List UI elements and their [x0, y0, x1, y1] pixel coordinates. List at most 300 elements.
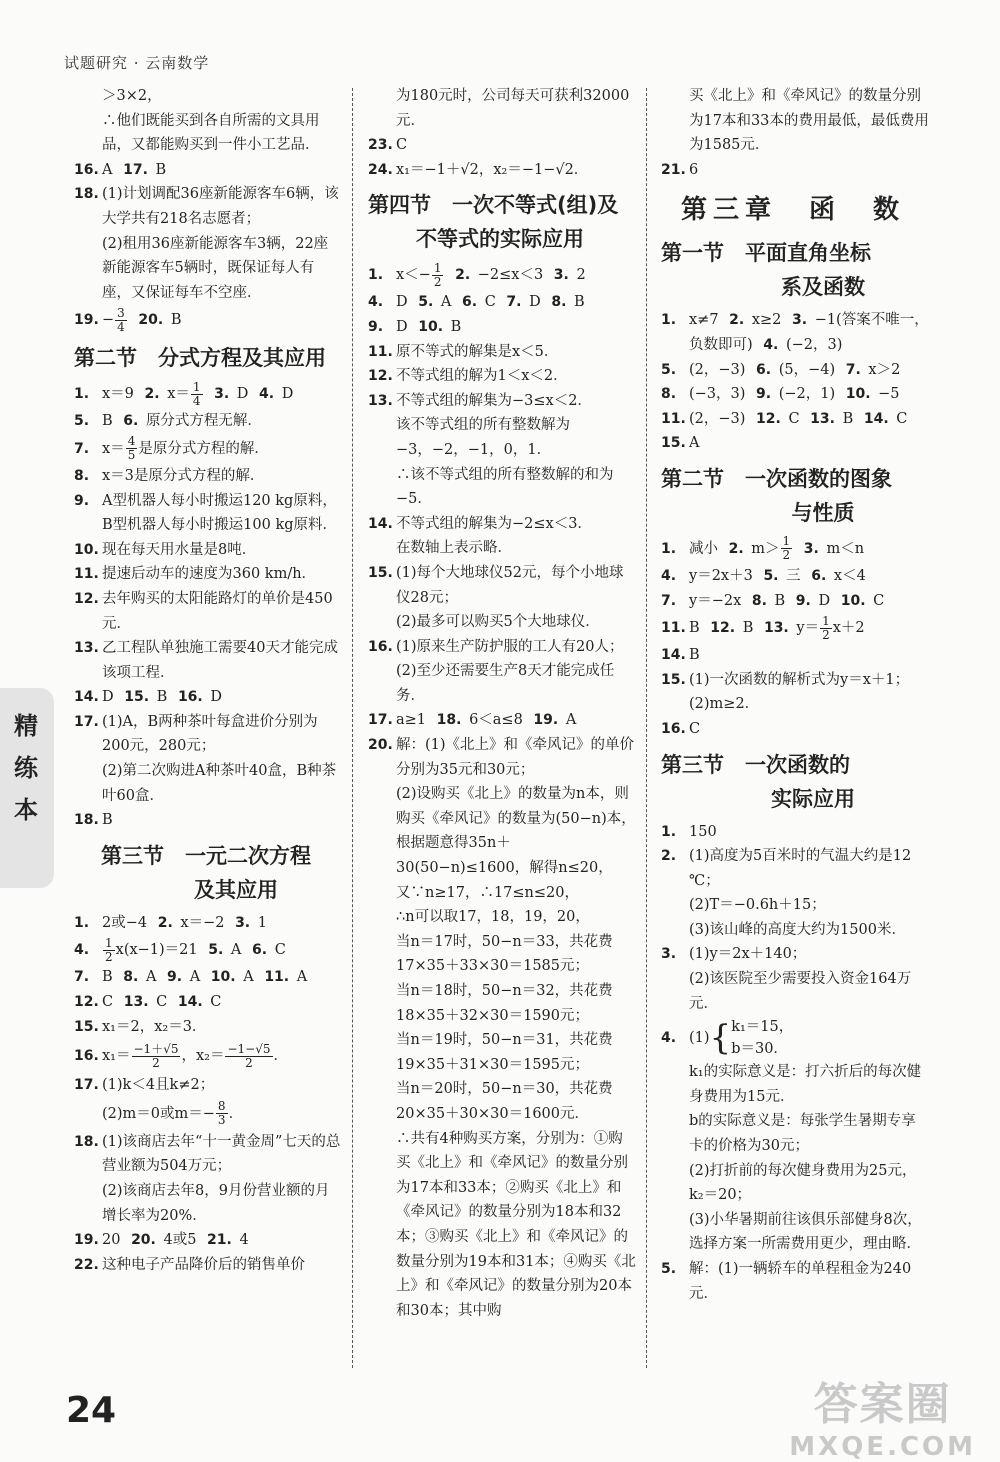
answer-value: ．	[273, 1048, 289, 1065]
question-number: 16.	[74, 1048, 99, 1065]
answer-value: x＝9	[102, 386, 134, 403]
answer-text: ∴他们既能买到各自所需的文具用品，又都能购买到一件小工艺品．	[102, 112, 320, 154]
answer-value: 原分式方程无解．	[145, 413, 262, 430]
question-number: 7.	[74, 969, 90, 986]
answer-row	[657, 942, 929, 1016]
question-number: 23.	[368, 137, 393, 154]
question-number: 17.	[74, 1077, 99, 1094]
answer-row	[70, 710, 342, 808]
answer-value: B	[689, 620, 700, 637]
answer-text: (2)该医院至少需要投入资金164万元．	[689, 971, 912, 1012]
question-number: 18.	[74, 186, 99, 203]
answer-value: x₁＝−1＋√2，x₂＝−1−√2．	[396, 161, 589, 178]
question-number: 8.	[551, 294, 567, 311]
question-number: 3.	[235, 914, 251, 931]
solution-line: 当n＝20时，50−n＝30，共花费20×35＋30×30＝1600元．	[396, 1081, 613, 1122]
answer-value: 1	[257, 914, 267, 931]
question-number: 11.	[368, 343, 393, 360]
question-number: 7.	[845, 361, 861, 378]
answer-row	[70, 685, 342, 710]
answer-row	[70, 562, 342, 587]
answer-text: (3)该山峰的高度大约为1500米．	[689, 921, 906, 938]
answer-row	[70, 1039, 342, 1073]
question-number: 5.	[208, 942, 224, 959]
answer-row	[70, 990, 342, 1015]
answer-value: y＝−2x	[689, 592, 742, 609]
question-number: 4.	[368, 294, 384, 311]
solution-line: ∴n可以取17，18，19，20，	[396, 909, 590, 926]
question-number: 16.	[177, 689, 203, 706]
question-number: 18.	[74, 812, 99, 829]
section-title: 第一节 平面直角坐标 系及函数	[661, 241, 871, 300]
answer-text: (1)y＝2x＋140；	[689, 946, 807, 963]
question-number: 8.	[751, 592, 767, 609]
answer-value: x＝	[102, 440, 125, 457]
answer-value: 4或5	[163, 1232, 197, 1249]
answer-row	[657, 668, 929, 717]
answer-value: C	[396, 137, 408, 154]
question-number: 12.	[74, 994, 99, 1011]
answer-row	[657, 613, 929, 643]
answer-value: x＋2	[832, 620, 865, 637]
answer-value: (−2，1)	[778, 386, 836, 403]
question-number: 6.	[123, 413, 139, 430]
answer-value: D	[396, 294, 408, 311]
question-number: 2.	[157, 914, 173, 931]
answer-text: 为180元时，公司每天可获利32000元．	[396, 88, 630, 129]
question-number: 2.	[144, 386, 160, 403]
question-number: 13.	[810, 410, 835, 427]
answer-value: C	[274, 942, 286, 959]
answer-column-1	[70, 84, 342, 1277]
answer-text: ．	[228, 1105, 244, 1122]
question-number: 16.	[74, 161, 99, 178]
side-tab-char: 练	[14, 754, 38, 782]
answer-row	[657, 382, 929, 407]
answer-row	[657, 158, 929, 183]
answer-text: 现在每天用水量是8吨．	[102, 541, 257, 558]
answer-value: D	[281, 386, 294, 403]
answer-text: (1)A，B两种茶叶每盒进价分别为200元，280元；	[102, 713, 318, 755]
equation-system: k₁＝15， b＝30．	[731, 1019, 794, 1058]
answer-value: B	[102, 413, 113, 430]
answer-value: a≥1	[396, 712, 427, 729]
question-number: 1.	[368, 267, 384, 284]
question-number: 6.	[462, 294, 478, 311]
question-number: 17.	[123, 161, 148, 178]
answer-value: m＞	[751, 540, 780, 557]
question-number: 20.	[368, 737, 393, 754]
question-number: 5.	[661, 361, 677, 378]
question-number: 2.	[455, 267, 471, 284]
answer-text: x＝3是原分式方程的解．	[102, 467, 265, 484]
answer-value: D	[529, 294, 541, 311]
section-title: 第二节 分式方程及其应用	[74, 346, 326, 371]
question-number: 8.	[661, 386, 677, 403]
answer-value: C	[102, 994, 114, 1011]
answer-value: A	[102, 161, 113, 178]
answer-value: y＝2x＋3	[689, 567, 753, 584]
answer-row	[364, 512, 636, 561]
answer-value: A	[230, 942, 242, 959]
question-number: 19.	[533, 712, 559, 729]
question-number: 1.	[661, 312, 677, 329]
column-divider	[646, 88, 647, 1368]
answer-text: 去年购买的太阳能路灯的单价是450元．	[102, 590, 333, 632]
answer-row	[657, 717, 929, 742]
section-title: 第三节 一次函数的 实际应用	[661, 752, 855, 811]
question-number: 10.	[210, 969, 236, 986]
answer-value: (−2，3)	[785, 336, 843, 353]
answer-value: A	[565, 712, 577, 729]
answer-row	[657, 534, 929, 564]
answer-row	[364, 389, 636, 512]
answer-value: x₁＝	[102, 1048, 131, 1065]
answer-value: x＝	[167, 386, 190, 403]
solution-line: 当n＝19时，50−n＝31，共花费19×35＋31×30＝1595元；	[396, 1032, 613, 1073]
question-number: 15.	[124, 689, 150, 706]
question-number: 11.	[661, 620, 686, 637]
answer-text: ∴该不等式组的所有整数解的和为−5．	[396, 466, 614, 508]
answer-value: B	[689, 647, 700, 664]
answer-value: A	[689, 435, 700, 452]
question-number: 3.	[661, 946, 677, 963]
chapter-title: 第三章 函 数	[680, 195, 905, 226]
question-number: 7.	[506, 294, 522, 311]
answer-value: −	[102, 312, 115, 329]
answer-value: x≥2	[751, 312, 782, 329]
question-number: 12.	[74, 590, 99, 607]
question-number: 12.	[368, 368, 393, 385]
answer-value: B	[774, 592, 786, 609]
answer-row	[70, 808, 342, 833]
answer-row	[70, 305, 342, 335]
answer-value: 6	[689, 161, 699, 178]
answer-value: C	[156, 994, 168, 1011]
answer-column-3	[657, 84, 929, 1306]
answer-text: (2)m＝0或m＝−	[102, 1105, 215, 1122]
question-number: 9.	[368, 318, 384, 335]
answer-row	[364, 133, 636, 158]
answer-row	[364, 708, 636, 733]
fraction: $\frac{-1+√5}{2}$	[133, 1041, 179, 1070]
answer-value: −1(答案不唯一，负数即可)	[689, 312, 929, 353]
answer-text: (3)小华暑期前往该俱乐部健身8次，选择方案一所需费用更少，理由略．	[689, 1211, 922, 1253]
answer-value: x＜−	[396, 267, 431, 284]
section-title: 第二节 一次函数的图象 与性质	[661, 466, 892, 525]
answer-value: 20	[102, 1232, 121, 1249]
question-number: 2.	[728, 540, 744, 557]
answer-value: B	[842, 410, 854, 427]
solution-line: 当n＝18时，50−n＝32，共花费18×35＋32×30＝1590元；	[396, 983, 613, 1024]
question-number: 2.	[661, 848, 677, 865]
answer-row	[70, 1253, 342, 1278]
answer-row	[70, 379, 342, 409]
question-number: 6.	[756, 361, 772, 378]
answer-value: 是原分式方程的解．	[138, 440, 269, 457]
answer-text: 解：(1)一辆轿车的单程租金为240元．	[689, 1261, 912, 1302]
answer-text: 不等式组的解集为−2≤x＜3．	[396, 515, 592, 532]
answer-value: D	[236, 386, 249, 403]
answer-value: x＜4	[833, 567, 866, 584]
question-number: 4.	[259, 386, 275, 403]
side-tab	[0, 688, 54, 888]
side-tab-char: 精	[14, 712, 38, 740]
answer-value: D	[818, 592, 831, 609]
question-number: 4.	[74, 942, 90, 959]
answer-row	[364, 733, 636, 1323]
question-number: 13.	[368, 392, 393, 409]
answer-text: 提速后动车的速度为360 km/h．	[102, 566, 317, 583]
answer-row	[657, 308, 929, 357]
answer-text: (2)第二次购进A种茶叶40盒，B种茶叶60盒．	[102, 763, 337, 804]
question-number: 18.	[74, 1133, 99, 1150]
answer-row	[70, 158, 342, 183]
answer-value: 6＜a≤8	[469, 712, 523, 729]
question-number: 16.	[368, 638, 393, 655]
running-header: 试题研究 · 云南数学	[64, 54, 210, 72]
question-number: 1.	[74, 914, 90, 931]
answer-text: (1)该商店去年“十一黄金周”七天的总营业额为504万元；	[102, 1133, 341, 1175]
answer-text: (1)高度为5百米时的气温大约是12 ℃；	[689, 848, 912, 889]
solution-line: 当n＝17时，50−n＝33，共花费17×35＋33×30＝1585元；	[396, 933, 613, 975]
answer-value: 2或−4	[102, 914, 148, 931]
answer-value: B	[742, 620, 754, 637]
answer-value: m＜n	[826, 540, 865, 557]
question-number: 14.	[863, 410, 889, 427]
question-number: 4.	[661, 567, 677, 584]
question-number: 3.	[553, 267, 569, 284]
question-number: 13.	[123, 994, 149, 1011]
question-number: 6.	[811, 567, 827, 584]
question-number: 21.	[661, 161, 686, 178]
answer-row	[70, 464, 342, 489]
question-number: 17.	[368, 712, 393, 729]
question-number: 8.	[123, 969, 139, 986]
answer-value: A	[440, 294, 452, 311]
question-number: 21.	[207, 1232, 232, 1249]
answer-value: x₁＝2，x₂＝3．	[102, 1018, 207, 1035]
question-number: 5.	[74, 413, 90, 430]
answer-row	[364, 158, 636, 183]
fraction: $\frac{1}{2}$	[105, 935, 113, 964]
answer-value: 2	[576, 267, 586, 284]
question-number: 11.	[264, 969, 290, 986]
question-number: 6.	[252, 942, 268, 959]
question-number: 10.	[418, 318, 444, 335]
watermark-logo: 答案圈	[813, 1379, 952, 1430]
answer-row	[364, 635, 636, 709]
answer-text: 原不等式的解集是x＜5．	[396, 343, 559, 360]
answer-value: C	[873, 592, 885, 609]
answer-row	[657, 844, 929, 942]
answer-value: −5	[878, 386, 900, 403]
answer-text: ＞3×2，	[102, 88, 162, 104]
answer-row	[364, 364, 636, 389]
answer-row	[657, 1016, 929, 1257]
answer-text: (1)原来生产防护服的工人有20人；	[396, 638, 624, 655]
page-number: 24	[66, 1390, 117, 1431]
answer-text: 乙工程队单独施工需要40天才能完成该项工程．	[102, 640, 338, 681]
answer-value: D	[102, 689, 114, 706]
question-number: 4.	[763, 336, 779, 353]
question-number: 15.	[368, 564, 393, 581]
answer-value: D	[210, 689, 222, 706]
question-number: 2.	[729, 312, 745, 329]
answer-row	[657, 589, 929, 614]
fraction: $\frac{-1-√5}{2}$	[227, 1041, 271, 1070]
answer-value: D	[396, 318, 408, 335]
answer-row	[70, 489, 342, 538]
question-number: 9.	[167, 969, 183, 986]
answer-value: C	[896, 410, 908, 427]
answer-text: (2)最多可以购买5个大地球仪．	[396, 614, 600, 631]
question-number: 16.	[661, 720, 686, 737]
answer-text: (1)一次函数的解析式为y＝x＋1；	[689, 671, 910, 688]
answer-value: x(x−1)＝21	[115, 942, 198, 959]
answer-row	[364, 340, 636, 365]
question-number: 24.	[368, 161, 393, 178]
question-number: 20.	[138, 312, 164, 329]
answer-value: B	[102, 969, 113, 986]
question-number: 5.	[418, 294, 434, 311]
fraction: $\frac{1}{2}$	[822, 613, 830, 642]
answer-text: 这种电子产品降价后的销售单价	[102, 1256, 305, 1273]
answer-row	[657, 1257, 929, 1306]
question-number: 18.	[436, 712, 462, 729]
question-number: 12.	[710, 620, 736, 637]
answer-row	[657, 358, 929, 383]
answer-text: (1)k＜4且k≠2；	[102, 1077, 215, 1094]
answer-text: (1)计划调配36座新能源客车6辆，该大学共有218名志愿者；	[102, 186, 339, 227]
question-number: 9.	[756, 386, 772, 403]
question-number: 22.	[74, 1256, 99, 1273]
question-number: 15.	[661, 671, 686, 688]
answer-value: −2≤x＜3	[477, 267, 544, 284]
column-divider	[352, 88, 353, 1368]
question-number: 15.	[661, 435, 686, 452]
answer-row	[70, 587, 342, 636]
answer-value: A	[243, 969, 254, 986]
answer-row	[657, 407, 929, 432]
question-number: 1.	[661, 540, 677, 557]
answer-column-2	[364, 84, 636, 1323]
answer-row	[70, 434, 342, 464]
answer-value: C	[689, 720, 701, 737]
answer-row	[70, 182, 342, 305]
question-number: 7.	[74, 440, 90, 457]
answer-value: ，x₂＝	[181, 1048, 225, 1065]
answer-value: B	[574, 294, 585, 311]
watermark	[789, 1368, 976, 1462]
question-number: 14.	[177, 994, 203, 1011]
answer-row	[70, 409, 342, 434]
answer-row	[364, 290, 636, 315]
answer-value: x≠7	[689, 312, 719, 329]
fraction: $\frac{8}{3}$	[217, 1099, 226, 1128]
question-number: 14.	[368, 515, 393, 532]
answer-row	[70, 911, 342, 936]
question-number: 13.	[763, 620, 789, 637]
answer-text: (2)T＝−0.6h＋15；	[689, 897, 826, 914]
question-number: 3.	[803, 540, 819, 557]
answer-text: k₁的实际意义是：打六折后的每次健身费用为15元．	[689, 1064, 922, 1105]
fraction: $\frac{1}{2}$	[433, 260, 442, 289]
answer-row	[70, 1073, 342, 1130]
question-number: 8.	[74, 467, 90, 484]
answer-text: 不等式组的解集为−3≤x＜2．	[396, 392, 592, 409]
question-number: 5.	[661, 1261, 677, 1277]
answer-text: A型机器人每小时搬运120 kg原料，B型机器人每小时搬运100 kg原料．	[102, 492, 338, 534]
question-number: 13.	[74, 640, 99, 657]
answer-text: (2)打折前的每次健身费用为25元，k₂＝20；	[689, 1162, 917, 1204]
answer-value: C	[484, 294, 496, 311]
answer-row	[70, 1015, 342, 1040]
question-number: 11.	[74, 566, 99, 583]
answer-value: A	[189, 969, 201, 986]
question-number: 10.	[74, 541, 99, 558]
answer-row	[657, 431, 929, 456]
question-number: 14.	[74, 689, 99, 706]
answer-value: (2，−3)	[689, 361, 746, 378]
answer-value: A	[296, 969, 308, 986]
solution-line: 解：(1)《北上》和《牵风记》的单价分别为35元和30元；	[396, 737, 635, 778]
answer-row	[657, 564, 929, 589]
solution-line: ∴共有4种购买方案，分别为：①购买《北上》和《牵风记》的数量分别为17本和33本；②购买《北上》和《牵风记》的数量分别为18本和32本；③购买《北上》和《牵风记》的数量分别为19本和31本；④购买《北上》和《牵风记》的数量分别为20本和30本；其中购	[396, 1130, 636, 1319]
answer-value: (2，−3)	[689, 410, 746, 427]
answer-value: 150	[689, 823, 717, 840]
question-number: 9.	[795, 592, 811, 609]
answer-value: (−3，3)	[689, 386, 746, 403]
fraction: $\frac{3}{4}$	[117, 305, 125, 334]
answer-value: B	[155, 161, 167, 178]
answer-row	[657, 820, 929, 845]
question-number: 4.	[661, 1030, 677, 1047]
answer-value: B	[170, 312, 182, 329]
question-number: 15.	[74, 1018, 99, 1035]
answer-value: 4	[239, 1232, 249, 1249]
fraction: $\frac{1}{2}$	[782, 534, 791, 563]
answer-text: (1)	[689, 1030, 710, 1047]
answer-text: (2)租用36座新能源客车3辆，22座新能源客车5辆时，既保证每人有座，又保证每车不空座．	[102, 235, 329, 301]
question-number: 1.	[74, 386, 90, 403]
solution-line: 根据题意得35n＋30(50−n)≤1600，解得n≤20，	[396, 835, 613, 877]
answer-row	[364, 315, 636, 340]
question-number: 14.	[661, 647, 686, 664]
fraction: $\frac{1}{4}$	[192, 379, 201, 408]
section-title: 第三节 一元二次方程 及其应用	[101, 843, 311, 902]
question-number: 3.	[792, 312, 808, 329]
answer-row	[70, 1228, 342, 1253]
side-tab-char: 本	[14, 796, 38, 824]
question-number: 1.	[661, 823, 677, 840]
answer-value: x＞2	[868, 361, 901, 378]
question-number: 7.	[661, 592, 677, 609]
answer-text: b的实际意义是：每张学生暑期专享卡的价格为30元；	[689, 1113, 916, 1155]
watermark-url: MXQE.COM	[789, 1432, 976, 1462]
question-number: 20.	[131, 1232, 156, 1249]
answer-value: B	[102, 812, 113, 829]
answer-value: (5，−4)	[778, 361, 836, 378]
answer-value: 减小	[689, 540, 718, 557]
answer-text: (2)至少还需要生产8天才能完成任务．	[396, 663, 615, 704]
question-number: 10.	[845, 386, 871, 403]
answer-text: 该不等式组的所有整数解为−3，−2，−1，0，1．	[396, 417, 570, 458]
question-number: 11.	[661, 410, 686, 427]
answer-text: 不等式组的解为1＜x＜2．	[396, 368, 568, 385]
question-number: 12.	[756, 410, 781, 427]
question-number: 19.	[74, 1232, 99, 1249]
